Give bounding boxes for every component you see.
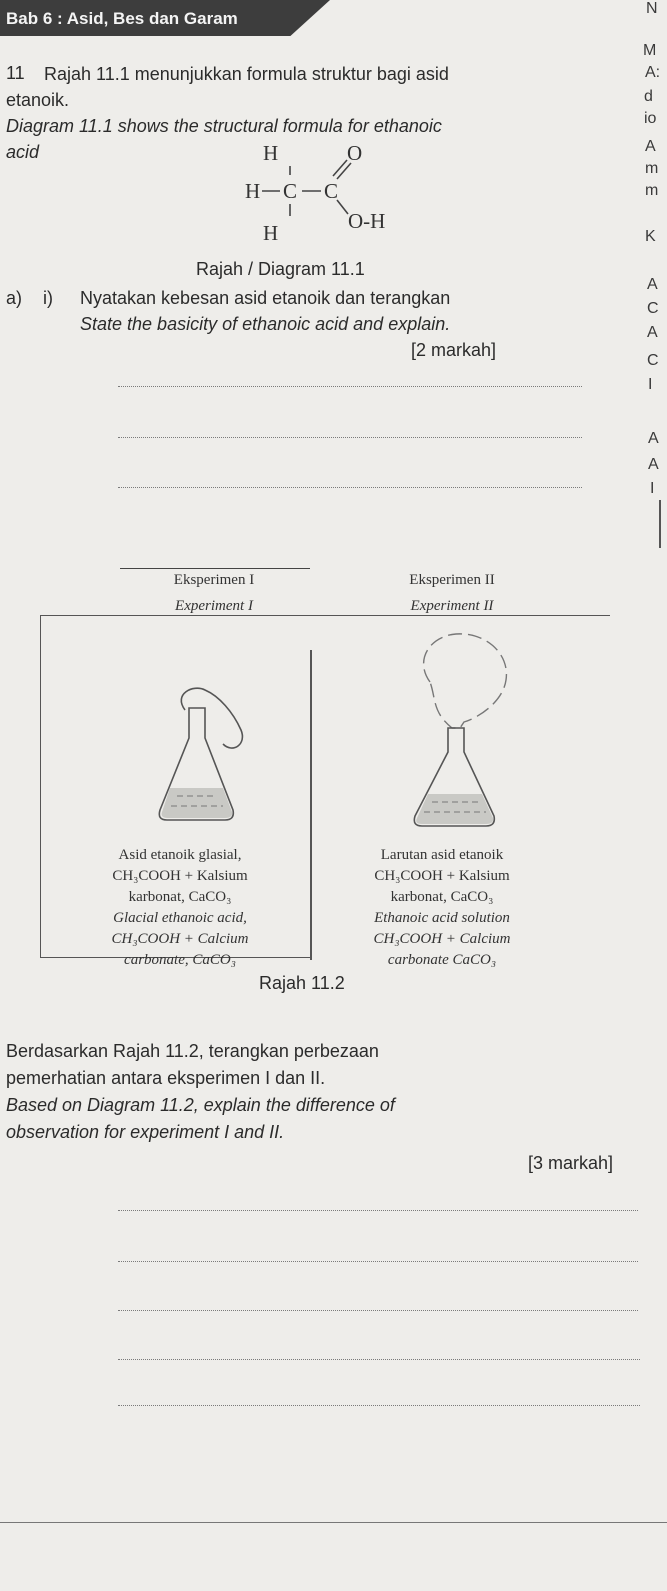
side-fragment: C	[647, 300, 659, 317]
side-fragment: m	[645, 160, 659, 177]
balloon-inflated	[424, 634, 507, 728]
part-a-marks: [2 markah]	[411, 340, 497, 360]
answer-line-a2[interactable]	[118, 437, 582, 438]
table-divider	[310, 650, 312, 960]
part-b-english-line1: Based on Diagram 11.2, explain the difference of	[6, 1095, 395, 1115]
intro-malay-line1: Rajah 11.1 menunjukkan formula struktur bagi asid	[44, 64, 449, 84]
side-fragment: A	[648, 456, 659, 473]
answer-line-b1[interactable]	[118, 1210, 638, 1211]
part-a-sub-label: i)	[43, 288, 53, 308]
side-fragment: m	[645, 182, 659, 199]
answer-line-a3[interactable]	[118, 487, 582, 488]
part-b-marks: [3 markah]	[528, 1153, 614, 1173]
flask-experiment-1	[155, 682, 265, 827]
side-fragment: A	[648, 430, 659, 447]
bond-c2-o-double-a	[333, 160, 347, 176]
exp1-description: Asid etanoik glasial, CH₃COOH + Kalsium karbonat, CaCO₃ Glacial ethanoic acid, CH₃COOH + Calcium carbonate, CaCO₃	[111, 847, 249, 968]
flask-experiment-2	[408, 630, 518, 830]
balloon-deflated	[181, 688, 242, 748]
atom-h-top: H	[263, 141, 279, 165]
part-b-english-line2: observation for experiment I and II.	[6, 1122, 285, 1142]
answer-line-b2[interactable]	[118, 1261, 638, 1262]
table-top-rule-left	[120, 568, 310, 569]
exp2-description: Larutan asid etanoik CH₃COOH + Kalsium karbonat, CaCO₃ Ethanoic acid solution CH₃COOH + Calcium carbonate CaCO₃	[373, 847, 511, 968]
intro-malay-line2: etanoik.	[6, 90, 70, 110]
answer-line-b5[interactable]	[118, 1405, 640, 1406]
side-fragment: I	[648, 376, 653, 393]
part-b-malay-line1: Berdasarkan Rajah 11.2, terangkan perbezaan	[6, 1041, 379, 1061]
flask-liquid	[162, 788, 233, 818]
exp1-heading-malay: Eksperimen I	[173, 572, 255, 588]
side-fragment: d	[644, 88, 653, 105]
chapter-title: Bab 6 : Asid, Bes dan Garam	[6, 9, 238, 28]
part-a-label: a)	[6, 288, 23, 308]
exp1-heading-english: Experiment I	[175, 598, 253, 614]
bond-c2-o-double-b	[337, 163, 351, 179]
side-fragment: I	[650, 480, 655, 497]
side-fragment: A	[647, 324, 658, 341]
question-number: 11	[6, 63, 25, 83]
ethanoic-acid-structure	[245, 138, 385, 256]
answer-line-b3[interactable]	[118, 1310, 638, 1311]
atom-c2: C	[324, 179, 339, 203]
page-bottom-rule	[0, 1522, 667, 1523]
table-left-border	[40, 615, 41, 957]
exp2-heading-malay: Eksperimen II	[409, 572, 495, 588]
side-fragment: io	[644, 110, 657, 127]
exp2-heading-english: Experiment II	[410, 598, 494, 614]
flask-liquid	[416, 794, 493, 824]
side-fragment: K	[645, 228, 656, 245]
answer-line-b4[interactable]	[118, 1359, 640, 1360]
diagram-11-1-caption: Rajah / Diagram 11.1	[196, 259, 365, 279]
answer-line-a1[interactable]	[118, 386, 582, 387]
side-fragment: M	[643, 42, 657, 59]
side-fragment: A	[647, 276, 658, 293]
group-oh: O-H	[348, 209, 385, 233]
table-header-rule	[40, 615, 610, 616]
side-fragment: N	[646, 0, 658, 17]
side-fragment: A	[645, 138, 656, 155]
intro-english-line1: Diagram 11.1 shows the structural formula for ethanoic	[6, 116, 442, 136]
part-b-malay-line2: pemerhatian antara eksperimen I dan II.	[6, 1068, 326, 1088]
atom-h-bottom: H	[263, 221, 279, 245]
side-edge-line	[659, 500, 661, 548]
part-a-english: State the basicity of ethanoic acid and explain.	[80, 314, 451, 334]
side-fragment: C	[647, 352, 659, 369]
side-fragment: A:	[645, 64, 661, 81]
bond-c2-oh	[337, 200, 348, 214]
intro-english-line2: acid	[6, 142, 40, 162]
part-a-malay: Nyatakan kebesan asid etanoik dan terangkan	[80, 288, 451, 308]
atom-o-top: O	[347, 141, 363, 165]
atom-c1: C	[283, 179, 298, 203]
diagram-11-2-caption: Rajah 11.2	[259, 973, 345, 993]
atom-h-left: H	[245, 179, 261, 203]
